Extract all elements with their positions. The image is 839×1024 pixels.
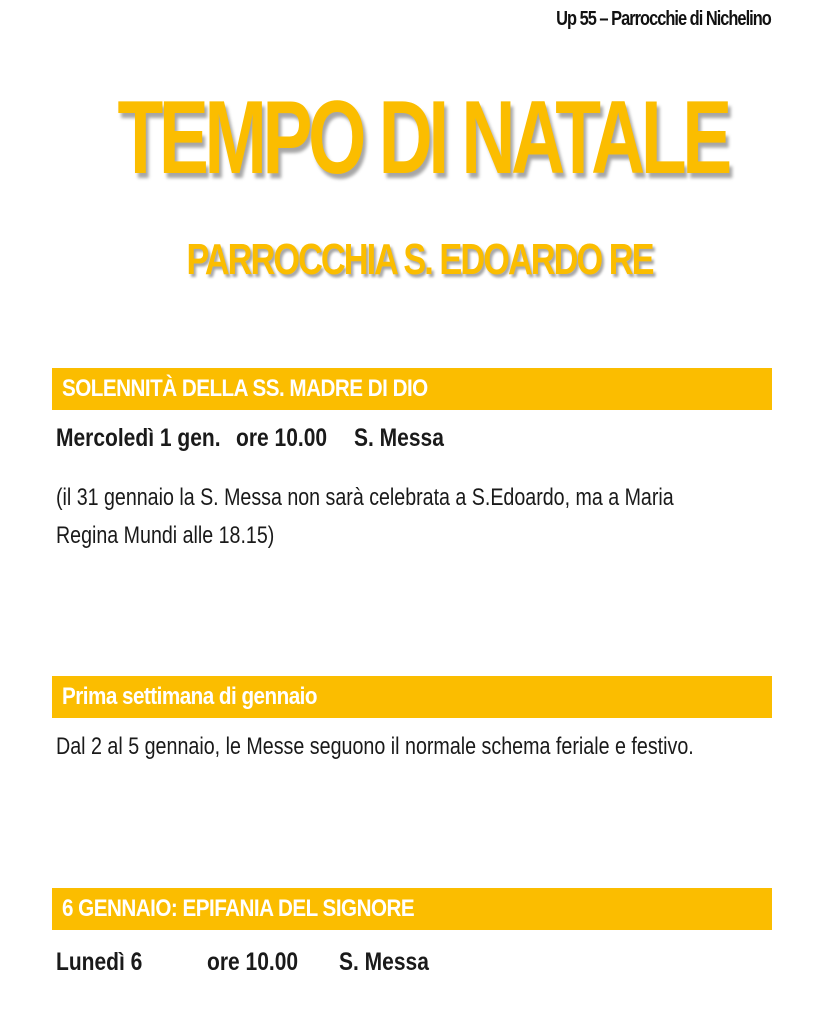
note-line: Regina Mundi alle 18.15): [56, 522, 275, 549]
section-heading: SOLENNITÀ DELLA SS. MADRE DI DIO: [62, 375, 428, 402]
schedule-event: S. Messa: [339, 948, 429, 976]
page-title: TEMPO DI NATALE: [117, 80, 728, 196]
section-heading-bar: [52, 676, 772, 718]
section-heading: Prima settimana di gennaio: [62, 683, 317, 710]
section-text: Dal 2 al 5 gennaio, le Messe seguono il normale schema feriale e festivo.: [56, 733, 694, 760]
page-subtitle: PARROCCHIA S. EDOARDO RE: [186, 235, 653, 284]
schedule-day: Mercoledì 1 gen.: [56, 424, 221, 452]
schedule-time: ore 10.00: [207, 948, 299, 976]
section-note: [56, 479, 769, 555]
parish-unit-header: Up 55 – Parrocchie di Nichelino: [556, 8, 771, 30]
schedule-event: S. Messa: [354, 424, 444, 452]
note-line: (il 31 gennaio la S. Messa non sarà celebrata a S.Edoardo, ma a Maria: [56, 484, 674, 511]
schedule-day: Lunedì 6: [56, 948, 143, 976]
section-heading: 6 GENNAIO: EPIFANIA DEL SIGNORE: [62, 895, 415, 922]
section-heading-bar: [52, 368, 772, 410]
schedule-time: ore 10.00: [236, 424, 328, 452]
section-heading-bar: [52, 888, 772, 930]
